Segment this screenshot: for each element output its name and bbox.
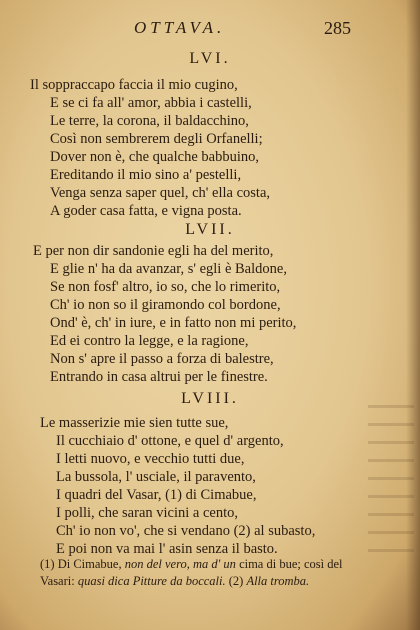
footnote-italic: non del vero, ma d' un [124,557,236,571]
verse-line: Le masserizie mie sien tutte sue, [40,415,229,431]
footnote-text: Vasari: [40,574,75,588]
verse-line: E glie n' ha da avanzar, s' egli è Baldone, [50,261,287,277]
verse-line: A goder casa fatta, e vigna posta. [50,203,242,219]
verse-line: Ch' io non so il giramondo col bordone, [50,297,281,313]
stanza-number: LVIII. [181,390,239,407]
verse-line: Così non sembrerem degli Orfanelli; [50,131,263,147]
footnotes [40,556,400,590]
verse-line: Dover non è, che qualche babbuino, [50,149,259,165]
footnote-line [40,573,400,590]
verse-line: Ereditando il mio sino a' pestelli, [50,167,242,183]
running-title: OTTAVA. [134,18,226,37]
verse-line: I quadri del Vasar, (1) di Cimabue, [56,487,257,503]
verse-line: Ond' è, ch' in iure, e in fatto non mi perito, [50,315,297,331]
verse-line: E per non dir sandonie egli ha del merito, [33,243,274,259]
stanza-number: LVII. [185,221,235,238]
verse-line: Se non fosf' altro, io so, che lo rimerito, [50,279,281,295]
verse-line: Ch' io non vo', che si vendano (2) al subasto, [56,523,316,539]
verse-line: Non s' apre il passo a forza di balestre, [50,351,274,367]
verse-line: Il cucchiaio d' ottone, e quel d' argento, [56,433,284,449]
footnote-text: cima di bue; così del [239,557,343,571]
verse-line: Le terre, la corona, il baldacchino, [50,113,249,129]
verse-line: E se ci fa all' amor, abbia i castelli, [50,95,252,111]
stanza-number: LVI. [189,50,231,67]
verse-line: Il soppraccapo faccia il mio cugino, [30,77,238,93]
footnote-italic: Alla tromba. [246,574,310,588]
verse-line: E poi non va mai l' asin senza il basto. [56,541,278,557]
verse-line: La bussola, l' usciale, il paravento, [56,469,256,485]
verse-line: I polli, che saran vicini a cento, [56,505,238,521]
page-header [0,18,420,40]
verse-line: Venga senza saper quel, ch' ella costa, [50,185,271,201]
verse-line: Entrando in casa altrui per le finestre. [50,369,268,385]
bleed-through-text [368,405,414,555]
verse-line: I letti nuovo, e vecchio tutti due, [56,451,245,467]
page-number: 285 [324,18,351,38]
footnote-marker-text: (2) [228,574,244,588]
verse-line: Ed ei contro la legge, e la ragione, [50,333,249,349]
footnote-italic: quasi dica Pitture da boccali. [77,574,226,588]
footnote-marker-text: (1) Di Cimabue, [40,557,122,571]
footnote-line [40,556,400,573]
